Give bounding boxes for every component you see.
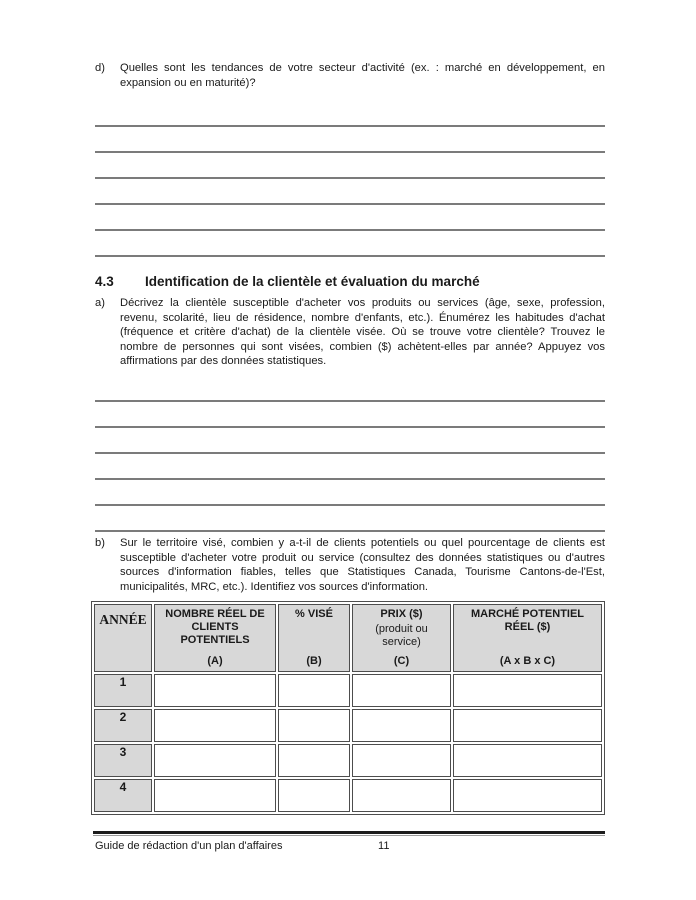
header-marche-code: (A x B x C) [499, 655, 556, 667]
question-d [95, 61, 605, 90]
header-clients-code: (A) [207, 655, 223, 667]
footer-document-title: Guide de rédaction d'un plan d'affaires [95, 840, 283, 852]
header-pct-code: (B) [306, 655, 322, 667]
empty-cell [278, 779, 350, 812]
empty-cell [278, 709, 350, 742]
empty-cell [278, 674, 350, 707]
section-title: Identification de la clientèle et évaluation du marché [145, 274, 480, 289]
answer-line [95, 454, 605, 480]
row-label: 2 [94, 709, 152, 742]
header-marche-potentiel [453, 604, 602, 672]
empty-cell [352, 674, 451, 707]
answer-line [95, 127, 605, 153]
header-prix-code: (C) [393, 655, 410, 667]
empty-cell [154, 779, 276, 812]
header-pct-title: % VISÉ [295, 608, 333, 620]
empty-cell [453, 779, 602, 812]
question-d-text: Quelles sont les tendances de votre secteur d'activité (ex. : marché en développement, en expansion ou en maturité)? [120, 62, 605, 89]
question-d-label: d) [95, 62, 105, 74]
header-annee-title: ANNÉE [99, 612, 147, 627]
table-row [94, 779, 602, 812]
empty-cell [278, 744, 350, 777]
header-pct-vise [278, 604, 350, 672]
question-a-label: a) [95, 297, 105, 309]
market-table-container [91, 601, 605, 815]
row-label: 3 [94, 744, 152, 777]
section-number: 4.3 [95, 274, 114, 289]
header-clients-title: NOMBRE RÉEL DE CLIENTS POTENTIELS [165, 608, 265, 646]
answer-line [95, 428, 605, 454]
answer-line [95, 480, 605, 506]
empty-cell [453, 674, 602, 707]
empty-cell [352, 779, 451, 812]
header-marche-title: MARCHÉ POTENTIEL RÉEL ($) [470, 608, 585, 633]
empty-cell [352, 709, 451, 742]
question-b-label: b) [95, 537, 105, 549]
empty-cell [154, 744, 276, 777]
table-row [94, 709, 602, 742]
header-prix [352, 604, 451, 672]
question-b-text: Sur le territoire visé, combien y a-t-il de clients potentiels ou quel pourcentage de clients est susceptible d'acheter votre produit ou service (consultez des données statistiques ou d'autres sources d'information fiables, telles que Statistiques Canada, Tourisme Cantons-de-l'Est, municipalités, MRC, etc.). Identifiez vos sources d'information. [120, 537, 605, 593]
footer [95, 840, 605, 853]
answer-line [95, 153, 605, 179]
answer-line [95, 101, 605, 127]
header-prix-title: PRIX ($) [380, 608, 423, 620]
table-header-row [94, 604, 602, 672]
question-a-text: Décrivez la clientèle susceptible d'acheter vos produits ou services (âge, sexe, profession, revenu, scolarité, lieu de résidence, nombre d'enfants, etc.). Énumérez les habitudes d'achat (fréquence et critère d'achat) de la clientèle visée. Où se trouve votre clientèle? Trouvez le nombre de personnes qui sont visées, combien ($) achètent-elles par année? Appuyez vos affirmations par des données statistiques. [120, 297, 605, 367]
empty-cell [154, 709, 276, 742]
answer-line [95, 231, 605, 257]
answer-line [95, 376, 605, 402]
empty-cell [352, 744, 451, 777]
empty-cell [453, 709, 602, 742]
section-heading [95, 273, 605, 290]
header-prix-subtitle: (produit ou service) [375, 623, 428, 648]
answer-lines-question-a [95, 376, 605, 532]
row-label: 4 [94, 779, 152, 812]
answer-line [95, 179, 605, 205]
empty-cell [453, 744, 602, 777]
header-clients-potentiels [154, 604, 276, 672]
question-b [95, 536, 605, 594]
empty-cell [154, 674, 276, 707]
question-a [95, 296, 605, 369]
row-label: 1 [94, 674, 152, 707]
market-evaluation-table [91, 601, 605, 815]
answer-line [95, 205, 605, 231]
table-row [94, 744, 602, 777]
table-row [94, 674, 602, 707]
answer-line [95, 402, 605, 428]
header-annee [94, 604, 152, 672]
footer-rule [93, 831, 605, 836]
footer-page-number: 11 [378, 840, 390, 852]
answer-lines-question-d [95, 101, 605, 257]
answer-line [95, 506, 605, 532]
